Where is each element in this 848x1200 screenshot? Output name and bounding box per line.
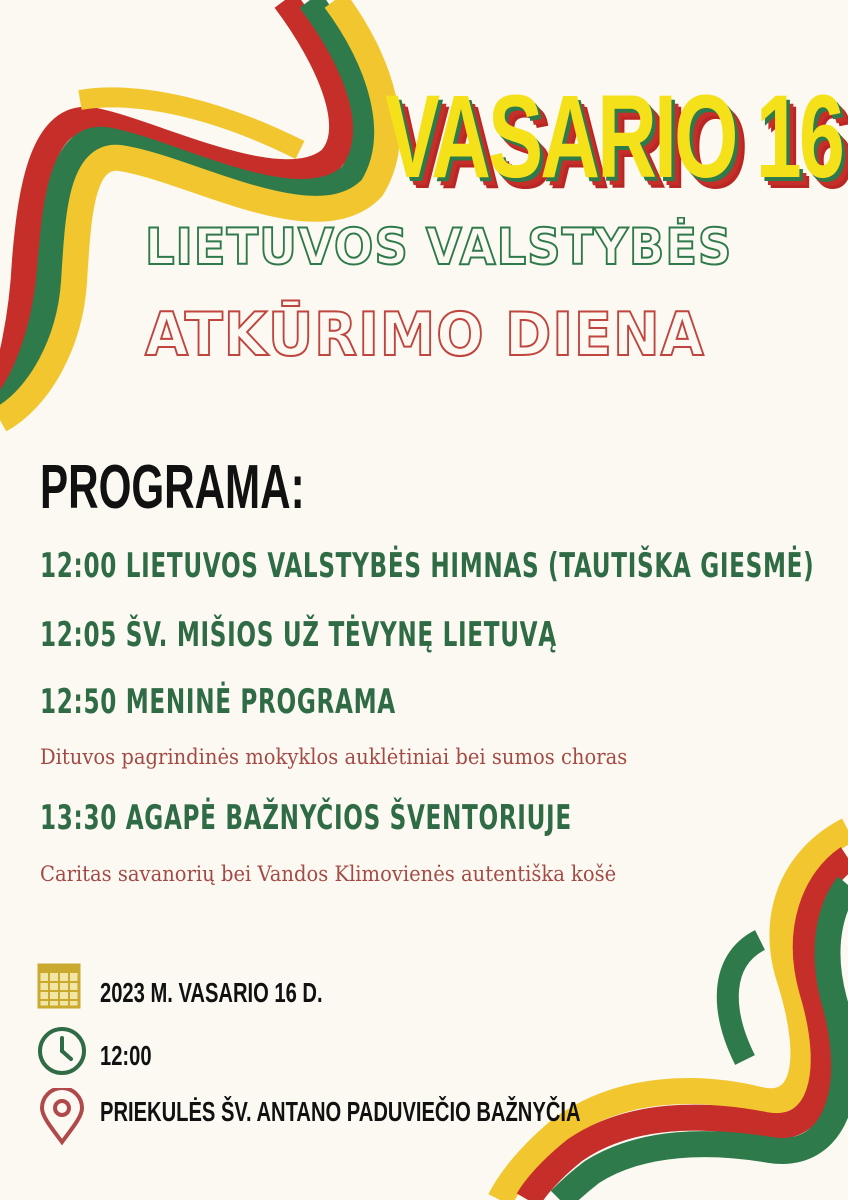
event-date: 2023 M. VASARIO 16 D. xyxy=(100,977,323,1008)
event-time: 12:00 xyxy=(100,1040,152,1071)
title-date: VASARIO 16 xyxy=(385,71,843,203)
program-item-anthem: 12:00 LIETUVOS VALSTYBĖS HIMNAS (TAUTIŠKA GIESMĖ) xyxy=(40,546,815,586)
program-heading: PROGRAMA: xyxy=(40,453,305,522)
title-restoration-day: ATKŪRIMO DIENA xyxy=(145,300,705,370)
location-pin-icon xyxy=(36,1088,88,1146)
program-note-art-program: Dituvos pagrindinės mokyklos auklėtiniai bei sumos choras xyxy=(40,745,628,769)
program-item-art-program: 12:50 MENINĖ PROGRAMA xyxy=(40,682,396,722)
program-note-agape: Caritas savanorių bei Vandos Klimovienės autentiška košė xyxy=(40,862,617,886)
clock-icon xyxy=(36,1025,88,1077)
program-item-mass: 12:05 ŠV. MIŠIOS UŽ TĖVYNĘ LIETUVĄ xyxy=(40,615,557,655)
event-location: PRIEKULĖS ŠV. ANTANO PADUVIEČIO BAŽNYČIA xyxy=(100,1096,581,1127)
title-lithuanian-state: LIETUVOS VALSTYBĖS xyxy=(145,218,733,276)
program-item-agape: 13:30 AGAPĖ BAŽNYČIOS ŠVENTORIUJE xyxy=(40,798,572,838)
calendar-icon xyxy=(36,960,84,1010)
